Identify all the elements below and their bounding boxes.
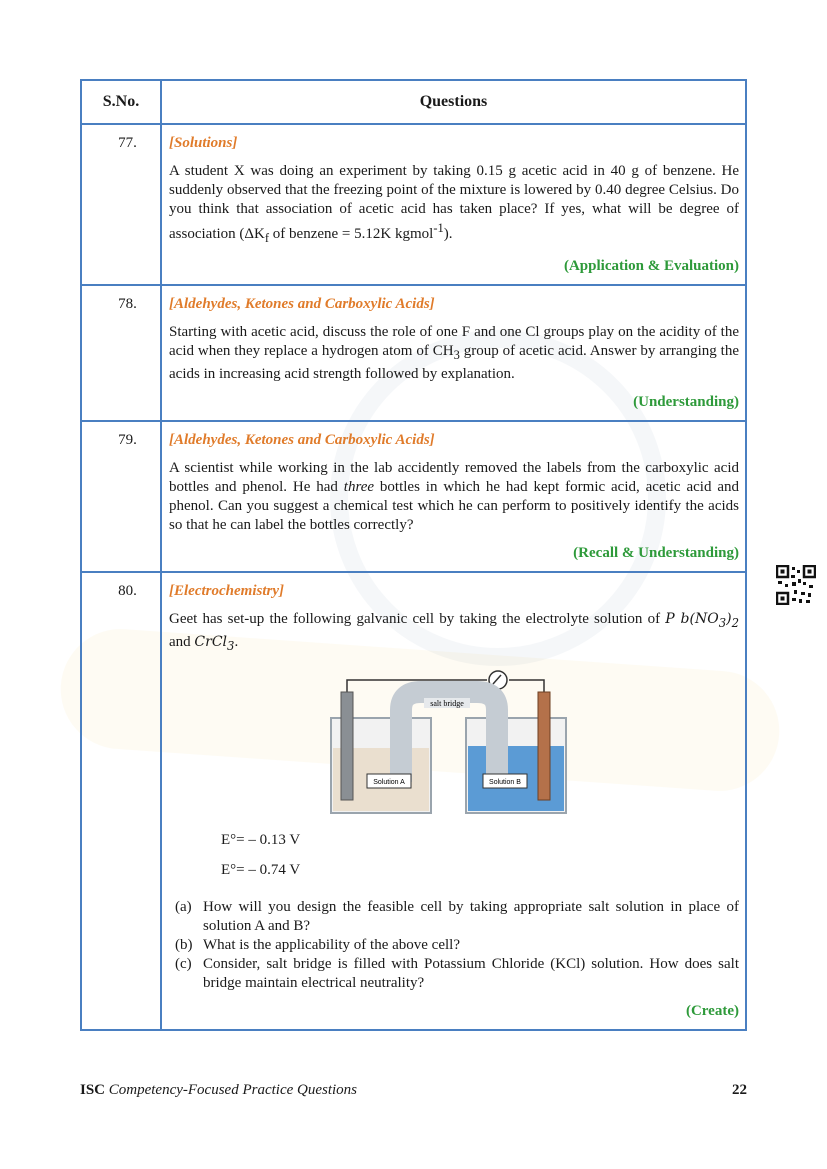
electrode-potential-1: E°= – 0.13 V [221, 831, 301, 848]
question-text-part: A student X was doing an experiment by taking 0.15 g acetic acid in 40 g of benzene. He suddenly observed that the freezing point of the mixture is lowered by 0.40 degree Celsius. Do you think that association of acetic acid has taken place? If yes, what will be degree of association (ΔK [169, 163, 739, 242]
subscript: 2 [731, 615, 740, 630]
question-text-part: . [234, 633, 239, 650]
question-text-part: of benzene = 5.12K kgmol [269, 226, 434, 242]
question-text [169, 459, 739, 535]
sub-question-list [175, 898, 739, 993]
question-cell [161, 572, 746, 1030]
subscript: f [264, 231, 270, 245]
question-cell [161, 285, 746, 421]
sub-question-text: Consider, salt bridge is filled with Potassium Chloride (KCl) solution. How does salt bridge maintain electrical neutrality? [203, 955, 739, 991]
list-item [175, 898, 739, 936]
topic-label: [Aldehydes, Ketones and Carboxylic Acids] [169, 296, 435, 312]
table-row [81, 421, 746, 572]
subscript: 3 [718, 615, 727, 630]
topic-label: [Solutions] [169, 135, 238, 151]
topic-label: [Aldehydes, Ketones and Carboxylic Acids] [169, 432, 435, 448]
question-cell [161, 421, 746, 572]
list-item [175, 936, 739, 955]
question-number: 79. [81, 421, 161, 572]
salt-bridge-label: salt bridge [430, 698, 464, 708]
sub-question-label: (b) [175, 936, 193, 953]
galvanic-cell-diagram [329, 670, 569, 820]
electrode-left [341, 692, 353, 800]
solution-a-label: Solution A [373, 778, 405, 786]
formula-part: P b(NO [665, 611, 719, 627]
header-questions: Questions [161, 80, 746, 124]
question-text [169, 162, 739, 248]
skill-label: (Application & Evaluation) [563, 258, 739, 274]
table-row [81, 285, 746, 421]
skill-label: (Recall & Understanding) [573, 545, 739, 561]
skill-label: (Understanding) [633, 394, 739, 410]
qr-code-icon[interactable] [776, 565, 816, 605]
page-number: 22 [732, 1082, 747, 1098]
question-text-part: ). [443, 226, 453, 242]
wire-right [509, 680, 544, 692]
question-number: 78. [81, 285, 161, 421]
solution-b-label: Solution B [489, 778, 521, 786]
skill-label: (Create) [685, 1002, 739, 1019]
formula-part: CrCl [194, 633, 228, 650]
header-sno: S.No. [81, 80, 161, 124]
emphasis-text: three [343, 479, 375, 495]
question-text-part: group of acetic acid. Answer by arranging the acids in increasing acid strength followed by explanation. [169, 343, 739, 382]
questions-table [80, 79, 747, 1031]
table-row [81, 124, 746, 285]
question-cell [161, 124, 746, 285]
question-text-part: A scientist while working in the lab accidently removed the labels from the carboxylic acid bottles and phenol. He had [169, 460, 739, 495]
question-text-part: bottles in which he had kept formic acid, acetic acid and phenol. Can you suggest a chemical test which he can perform to positively identify the acids so that he can label the bottles correctly? [169, 479, 739, 533]
footer-title [80, 1082, 357, 1099]
question-number: 77. [81, 124, 161, 285]
formula-lead-nitrate [665, 611, 740, 630]
footer-subtitle: Competency-Focused Practice Questions [105, 1082, 358, 1098]
superscript: -1 [433, 221, 444, 235]
electrode-potential-2: E°= – 0.74 V [221, 861, 301, 878]
table-row [81, 572, 746, 1030]
electrode-right [538, 692, 550, 800]
formula-part: ) [726, 611, 732, 627]
footer-brand: ISC [80, 1082, 106, 1098]
question-number: 80. [81, 572, 161, 1030]
sub-question-label: (c) [175, 955, 192, 972]
sub-question-text: What is the applicability of the above cell? [203, 936, 460, 953]
question-text-part: and [169, 633, 195, 650]
sub-question-label: (a) [175, 898, 192, 915]
question-text-part: Geet has set-up the following galvanic cell by taking the electrolyte solution of [169, 611, 666, 627]
topic-label: [Electrochemistry] [169, 583, 284, 599]
question-text [169, 323, 739, 384]
list-item [175, 955, 739, 993]
formula-chromium-chloride [194, 633, 235, 653]
subscript: 3 [453, 348, 460, 362]
sub-question-text: How will you design the feasible cell by taking appropriate salt solution in place of solution A and B? [203, 898, 739, 934]
subscript: 3 [227, 638, 235, 653]
question-text [169, 610, 739, 656]
table-header-row [81, 80, 746, 124]
question-text-part: Starting with acetic acid, discuss the role of one F and one Cl groups play on the acidity of the acid when they replace a hydrogen atom of CH [169, 324, 739, 359]
